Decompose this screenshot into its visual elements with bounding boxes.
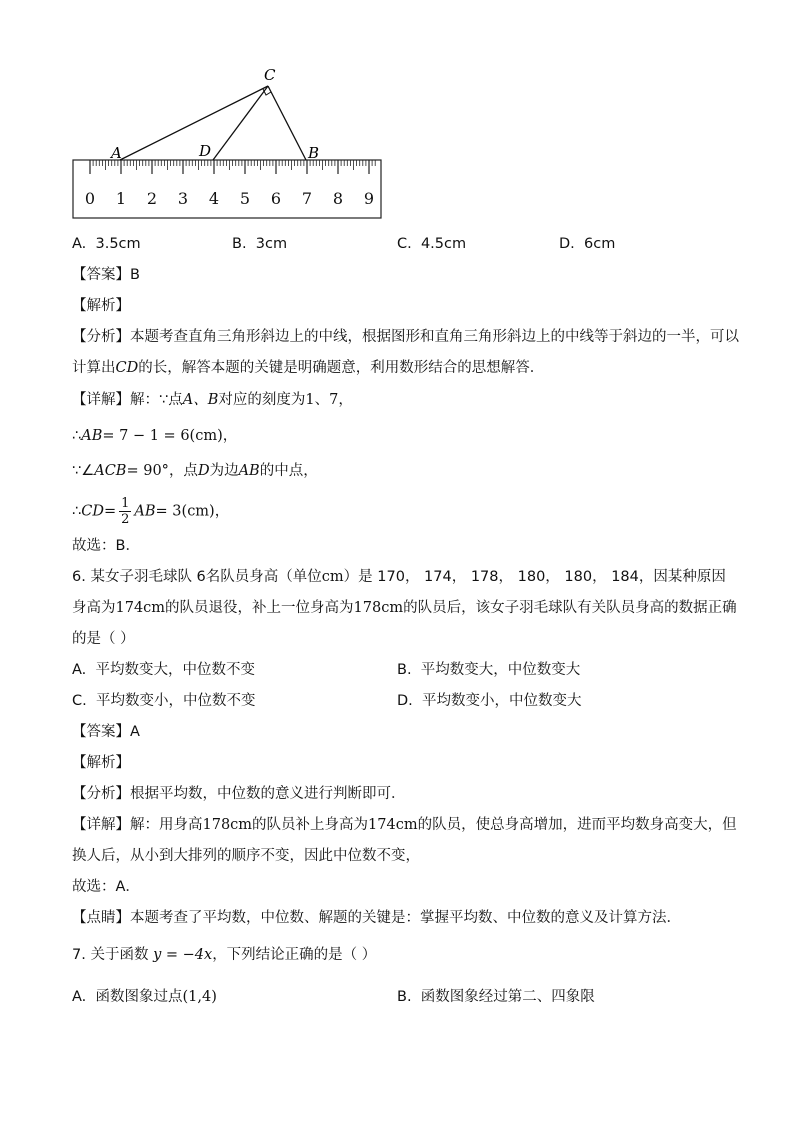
ruler-tick-label: 4 bbox=[208, 189, 220, 208]
q5-option-d[interactable]: D. 6cm bbox=[559, 236, 616, 252]
q6-stem-line3: 的是（ ） bbox=[72, 631, 135, 647]
ruler-tick-label: 1 bbox=[115, 189, 127, 208]
label-c: C bbox=[264, 66, 276, 84]
q6-detail-line1: 【详解】解：用身高178cm的队员补上身高为174cm的队员，使总身高增加，进而平均数身高变大，但 bbox=[72, 817, 737, 833]
q5-choice: 故选：B． bbox=[72, 538, 140, 554]
q6-answer: 【答案】A bbox=[72, 724, 140, 740]
triangle bbox=[120, 86, 306, 160]
ruler-tick-label: 6 bbox=[270, 189, 282, 208]
q6-choice: 故选：A． bbox=[72, 879, 140, 895]
q6-option-d[interactable]: D. 平均数变小，中位数变大 bbox=[397, 693, 582, 709]
q6-stem-line1: 6. 某女子羽毛球队 6名队员身高（单位cm）是 170， 174， 178， 180， 180， 184，因某种原因 bbox=[72, 569, 726, 585]
label-a: A bbox=[111, 144, 122, 162]
ruler-tick-label: 9 bbox=[363, 189, 375, 208]
ruler-tick-label: 2 bbox=[146, 189, 158, 208]
triangle-ruler-figure bbox=[0, 0, 794, 230]
q7-option-b[interactable]: B. 函数图象经过第二、四象限 bbox=[397, 989, 595, 1005]
q5-option-c[interactable]: C. 4.5cm bbox=[397, 236, 467, 252]
ruler-tick-label: 7 bbox=[301, 189, 313, 208]
q6-option-a[interactable]: A. 平均数变大，中位数不变 bbox=[72, 662, 255, 678]
q7-stem: 7. 关于函数 y = −4x，下列结论正确的是（ ） bbox=[72, 947, 377, 963]
fraction-one-half: $\frac{1}{2}$ bbox=[121, 496, 130, 527]
q6-comment: 【点睛】本题考查了平均数，中位数、解题的关键是：掌握平均数、中位数的意义及计算方法． bbox=[72, 910, 681, 926]
q5-detail-line2: ∴AB= 7 − 1 = 6(cm)， bbox=[72, 428, 238, 444]
ruler-tick-label: 3 bbox=[177, 189, 189, 208]
q5-detail-line3: ∵∠ACB= 90°，点D为边AB的中点， bbox=[72, 463, 318, 479]
q5-detail-line4: ∴CD= $\frac{1}{2}$ AB= 3(cm)， bbox=[72, 496, 230, 527]
q5-jiexi: 【解析】 bbox=[72, 298, 130, 314]
q6-fenxi: 【分析】根据平均数，中位数的意义进行判断即可． bbox=[72, 786, 406, 802]
label-d: D bbox=[199, 142, 212, 160]
side-cb bbox=[268, 86, 306, 160]
q5-answer: 【答案】B bbox=[72, 267, 140, 283]
q6-option-c[interactable]: C. 平均数变小，中位数不变 bbox=[72, 693, 256, 709]
q6-detail-line2: 换人后，从小到大排列的顺序不变，因此中位数不变， bbox=[72, 848, 420, 864]
q5-detail-line1: 【详解】解：∵点A、B对应的刻度为1、7， bbox=[72, 392, 353, 408]
side-cd bbox=[213, 86, 268, 160]
q5-option-a[interactable]: A. 3.5cm bbox=[72, 236, 141, 252]
q7-option-a[interactable]: A. 函数图象过点(1,4) bbox=[72, 989, 217, 1005]
q6-stem-line2: 身高为174cm的队员退役，补上一位身高为178cm的队员后，该女子羽毛球队有关队员身高的数据正确 bbox=[72, 600, 737, 616]
ruler-tick-label: 8 bbox=[332, 189, 344, 208]
q5-fenxi-line1: 【分析】本题考查直角三角形斜边上的中线，根据图形和直角三角形斜边上的中线等于斜边的一半，可以 bbox=[72, 329, 739, 345]
q6-jiexi: 【解析】 bbox=[72, 755, 130, 771]
label-b: B bbox=[308, 144, 320, 162]
q5-option-b[interactable]: B. 3cm bbox=[232, 236, 288, 252]
ruler-tick-label: 0 bbox=[84, 189, 96, 208]
side-ac bbox=[120, 86, 268, 160]
ruler-tick-labels bbox=[85, 189, 374, 208]
ruler-tick-label: 5 bbox=[239, 189, 251, 208]
q5-fenxi-line2: 计算出CD的长，解答本题的关键是明确题意，利用数形结合的思想解答． bbox=[72, 360, 545, 376]
ruler-minor-ticks bbox=[90, 160, 375, 174]
q6-option-b[interactable]: B. 平均数变大，中位数变大 bbox=[397, 662, 581, 678]
